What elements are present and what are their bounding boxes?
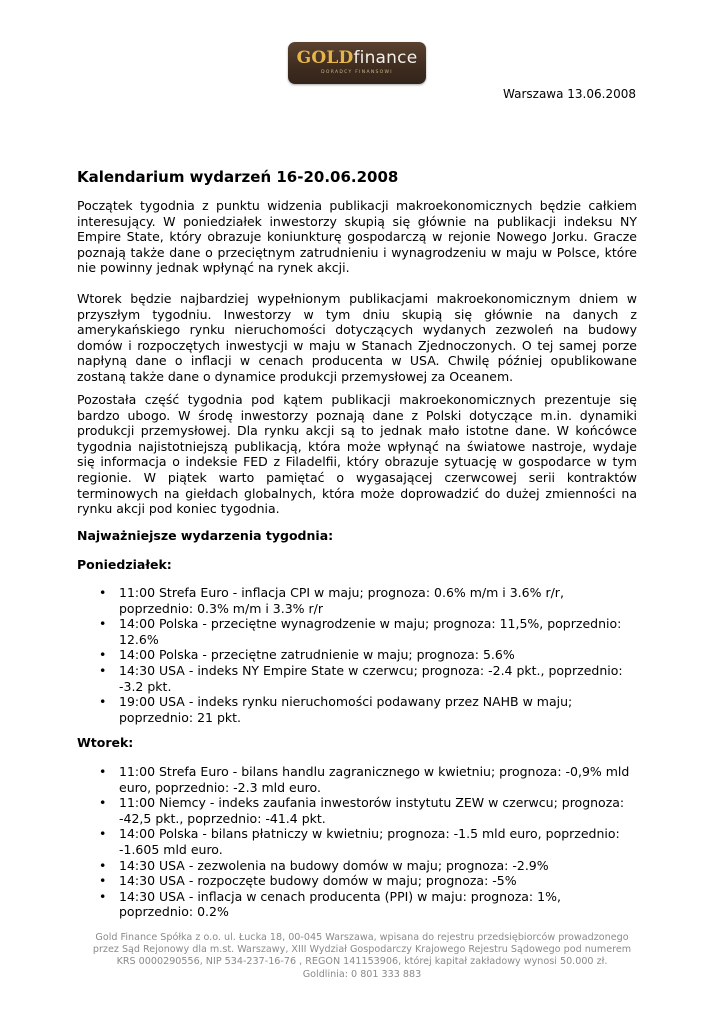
- event-text: 14:00 Polska - przeciętne zatrudnienie w maju; prognoza: 5.6%: [119, 647, 515, 663]
- paragraph-rest-of-week: Pozostała część tygodnia pod kątem publikacji makroekonomicznych prezentuje się bardzo ubogo. W środę inwestorzy poznają dane z Polski dotyczące m.in. dynamiki produkcji przemysłowej. Dla rynku akcji są to jednak mało istotne dane. W końcówce tygodnia najistotniejszą publikacją, która może wpłynąć na światowe nastroje, wydaje się informacja o indeksie FED z Filadelfii, który obrazuje sytuację w gospodarce w tym regionie. W piątek warto pamiętać o wygasającej czerwcowej serii kontraktów terminowych na giełdach globalnych, która może doprowadzić do dużej zmienności na rynku akcji pod koniec tygodnia.: [77, 392, 637, 517]
- bullet-icon: •: [99, 795, 107, 811]
- bullet-icon: •: [99, 826, 107, 842]
- section-heading: Najważniejsze wydarzenia tygodnia:: [77, 528, 334, 543]
- event-text: 14:30 USA - rozpoczęte budowy domów w maju; prognoza: -5%: [119, 873, 517, 889]
- page-title: Kalendarium wydarzeń 16-20.06.2008: [77, 168, 399, 186]
- event-text: 19:00 USA - indeks rynku nieruchomości podawany przez NAHB w maju; poprzednio: 21 pkt.: [119, 694, 573, 725]
- list-item: [77, 826, 637, 857]
- event-text: 14:00 Polska - bilans płatniczy w kwietniu; prognoza: -1.5 mld euro, poprzednio: -1.605 mld euro.: [119, 826, 620, 857]
- list-item: [77, 616, 637, 647]
- list-item: [77, 889, 637, 920]
- bullet-icon: •: [99, 585, 107, 600]
- bullet-icon: •: [99, 616, 107, 632]
- list-item: [77, 795, 637, 826]
- gold-finance-logo: [288, 42, 426, 84]
- event-text: 14:30 USA - zezwolenia na budowy domów w maju; prognoza: -2.9%: [119, 857, 549, 873]
- footer-line: przez Sąd Rejonowy dla m.st. Warszawy, XIII Wydział Gospodarczy Krajowego Rejestru Sądowego pod numerem: [92, 944, 632, 956]
- bullet-icon: •: [99, 647, 107, 663]
- day-heading-monday: Poniedziałek:: [77, 557, 172, 572]
- bullet-icon: •: [99, 662, 107, 678]
- company-footer: [72, 932, 652, 981]
- paragraph-monday-overview: Początek tygodnia z punktu widzenia publikacji makroekonomicznych będzie całkiem interesujący. W poniedziałek inwestorzy skupią się głównie na publikacji indeksu NY Empire State, który obrazuje koniunkturę gospodarczą w rejonie Nowego Jorku. Gracze poznają także dane o przeciętnym zatrudnieniu i wynagrodzeniu w maju w Polsce, które nie powinny jednak wpłynąć na rynek akcji.: [77, 198, 637, 276]
- list-item: [77, 585, 637, 616]
- event-text: 14:30 USA - indeks NY Empire State w czerwcu; prognoza: -2.4 pkt., poprzednio: -3.2 pkt.: [119, 662, 623, 694]
- logo-finance-text: finance: [353, 48, 418, 68]
- logo-tagline: DORADCY FINANSOWI: [321, 70, 393, 75]
- bullet-icon: •: [99, 857, 107, 873]
- event-text: 11:00 Strefa Euro - inflacja CPI w maju; prognoza: 0.6% m/m i 3.6% r/r, poprzednio: 0.3% m/m i 3.3% r/r: [119, 585, 564, 616]
- footer-line: Gold Finance Spółka z o.o. ul. Łucka 18, 00-045 Warszawa, wpisana do rejestru przedsiębiorców prowadzonego: [95, 932, 629, 943]
- event-text: 11:00 Strefa Euro - bilans handlu zagranicznego w kwietniu; prognoza: -0,9% mld euro, poprzednio: -2.3 mld euro.: [119, 764, 630, 795]
- bullet-icon: •: [99, 888, 107, 904]
- event-text: 14:30 USA - inflacja w cenach producenta (PPI) w maju: prognoza: 1%, poprzednio: 0.2%: [119, 888, 561, 920]
- event-list-tuesday: [77, 764, 637, 920]
- document-date: Warszawa 13.06.2008: [503, 87, 636, 101]
- footer-line: KRS 0000290556, NIP 534-237-16-76 , REGON 141153906, której kapitał zakładowy wynosi 50.000 zł.: [116, 956, 608, 968]
- list-item: [77, 858, 637, 874]
- event-text: 11:00 Niemcy - indeks zaufania inwestorów instytutu ZEW w czerwcu; prognoza: -42,5 pkt., poprzednio: -41.4 pkt.: [119, 795, 625, 826]
- day-heading-tuesday: Wtorek:: [77, 735, 134, 750]
- event-list-monday: [77, 585, 637, 725]
- event-text: 14:00 Polska - przeciętne wynagrodzenie w maju; prognoza: 11,5%, poprzednio: 12.6%: [119, 616, 622, 647]
- list-item: [77, 647, 637, 663]
- bullet-icon: •: [99, 764, 107, 779]
- logo-gold-text: GOLD: [296, 48, 354, 68]
- bullet-icon: •: [99, 873, 107, 889]
- list-item: [77, 873, 637, 889]
- list-item: [77, 694, 637, 725]
- bullet-icon: •: [99, 694, 107, 710]
- list-item: [77, 764, 637, 795]
- list-item: [77, 663, 637, 694]
- paragraph-tuesday-overview: Wtorek będzie najbardziej wypełnionym publikacjami makroekonomicznym dniem w przyszłym tygodniu. Inwestorzy w tym dniu skupią się głównie na danych z amerykańskiego rynku nieruchomości dotyczących wydanych zezwoleń na budowy domów i rozpoczętych inwestycji w maju w Stanach Zjednoczonych. O tej samej porze napłyną dane o inflacji w cenach producenta w USA. Chwilę później opublikowane zostaną także dane o dynamice produkcji przemysłowej za Oceanem.: [77, 291, 637, 384]
- footer-line: Goldlinia: 0 801 333 883: [302, 968, 422, 980]
